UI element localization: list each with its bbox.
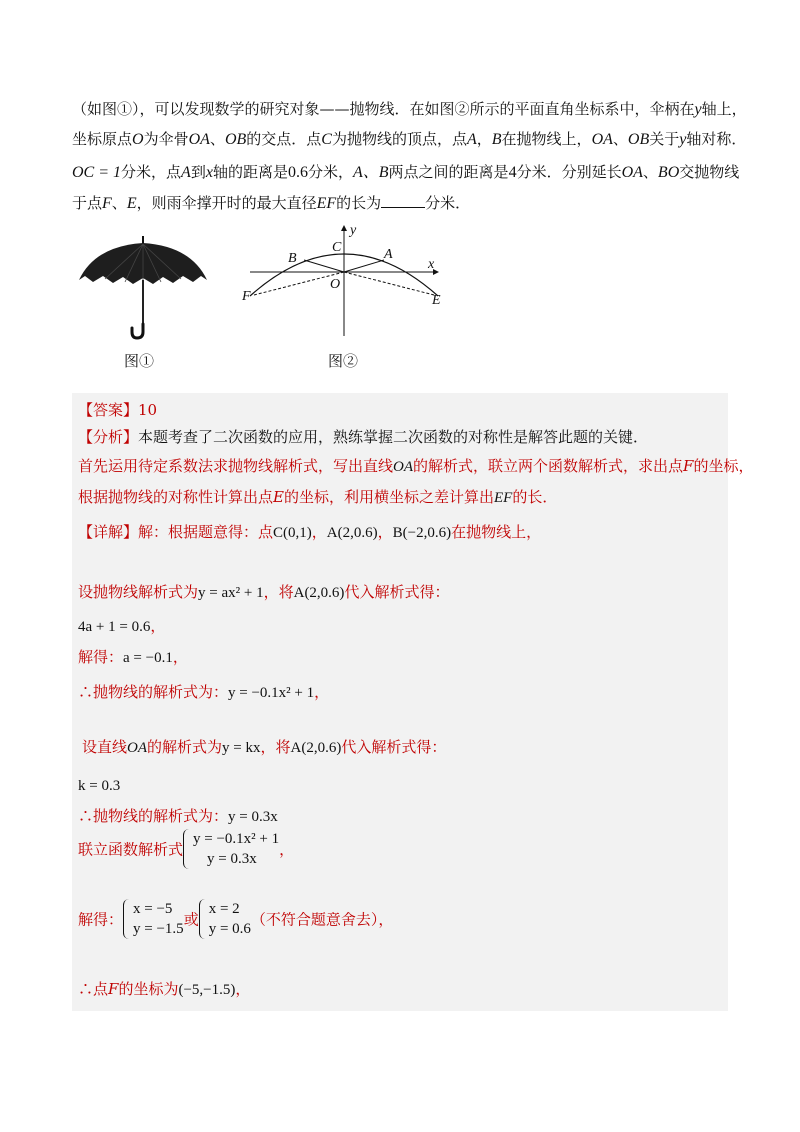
text: 解得： <box>78 910 124 929</box>
label-x: x <box>428 257 435 272</box>
detail-line <box>78 521 541 542</box>
text: ∴点 <box>78 980 109 998</box>
text: ，将 <box>263 583 294 601</box>
analysis-line-1 <box>78 426 648 447</box>
text: 分米，点 <box>121 163 182 181</box>
text: 根据抛物线的对称性计算出点 <box>78 488 274 506</box>
final-line <box>78 978 250 999</box>
text: 在抛物线上， <box>451 523 542 541</box>
segment-OB <box>304 260 344 272</box>
system-row: y = 0.3x <box>207 851 257 867</box>
text: 在抛物线上， <box>501 130 592 148</box>
math: a = −0.1 <box>123 650 173 666</box>
k-value-line <box>78 776 120 795</box>
var: OA <box>393 459 414 475</box>
text: 的坐标，利用横坐标之差计算出 <box>283 488 494 506</box>
text: 为伞骨 <box>143 130 189 148</box>
text: 首先运用待定系数法求抛物线解析式，写出直线 <box>78 457 394 475</box>
brace <box>123 899 132 939</box>
text: 轴对称． <box>686 130 747 148</box>
text: ， <box>377 523 393 541</box>
text: 到 <box>190 163 206 181</box>
text: 、 <box>209 130 225 148</box>
text: 于点 <box>72 194 103 212</box>
detail-tag: 【详解】 <box>78 523 139 541</box>
text: ∴抛物线的解析式为： <box>78 683 229 701</box>
var: OA <box>127 740 148 756</box>
question-line-4 <box>72 192 470 213</box>
answer-blank <box>381 195 425 208</box>
text: 解得： <box>78 648 124 666</box>
system-row: y = −0.1x² + 1 <box>193 831 280 847</box>
label-B: B <box>288 251 297 266</box>
var: y <box>679 131 687 148</box>
figure-2-caption: 图② <box>328 352 359 370</box>
solution-pair-1 <box>123 899 184 939</box>
var: OB <box>627 131 650 148</box>
text: 轴上， <box>701 100 747 118</box>
label-C: C <box>332 240 342 255</box>
var: F <box>108 980 119 998</box>
figure-1-caption: 图① <box>124 352 155 370</box>
text: 交抛物线 <box>679 163 740 181</box>
text: 坐标原点 <box>72 130 133 148</box>
label-A: A <box>384 247 393 262</box>
therefore-parabola-line <box>78 681 329 702</box>
text: 分米． <box>425 194 471 212</box>
text: ， <box>150 617 166 635</box>
math: A(2,0.6) <box>293 585 345 601</box>
parabola-figure <box>238 222 448 342</box>
text: 、 <box>642 163 658 181</box>
text: ， <box>172 648 188 666</box>
dashed-OE <box>344 272 434 295</box>
math: y = 0.3x <box>228 809 278 825</box>
var: BO <box>657 164 680 181</box>
text: 的解析式，联立两个函数解析式，求出点 <box>413 457 684 475</box>
system-row: y = 0.6 <box>208 921 251 937</box>
analysis-line-3 <box>78 486 557 507</box>
text: ， <box>314 683 330 701</box>
math: A(2,0.6) <box>326 525 378 541</box>
text: 、 <box>111 194 127 212</box>
text: 设直线 <box>82 738 128 756</box>
brace <box>183 829 192 869</box>
question-line-2 <box>72 128 746 149</box>
text: 的交点．点 <box>246 130 322 148</box>
solution-pair-2 <box>199 899 251 939</box>
text: ， <box>476 130 492 148</box>
text: 本题考查了二次函数的应用，熟练掌握二次函数的对称性是解答此题的关键． <box>138 428 649 446</box>
var: EF <box>316 195 337 212</box>
math: B(−2,0.6) <box>392 525 452 541</box>
var: A、B <box>352 164 389 181</box>
math: C(0,1) <box>273 525 312 541</box>
var: E <box>273 488 284 506</box>
var: EF <box>493 490 513 506</box>
solve-a-line <box>78 646 188 667</box>
system-line <box>78 829 294 869</box>
var: F <box>683 457 694 475</box>
var: OA <box>591 131 613 148</box>
text: 的坐标， <box>693 457 754 475</box>
text: ， <box>279 840 295 859</box>
text: 或 <box>183 910 199 929</box>
label-y: y <box>350 223 357 238</box>
label-F: F <box>242 289 251 304</box>
text: 设抛物线解析式为 <box>78 583 199 601</box>
math: y = kx <box>222 740 261 756</box>
system-row: y = −1.5 <box>133 921 184 937</box>
equation-1-line <box>78 615 165 636</box>
text: 为抛物线的顶点，点 <box>331 130 467 148</box>
answer-tag: 【答案】 <box>78 401 139 419</box>
text: 轴的距离是 <box>212 163 288 181</box>
umbrella-handle <box>132 324 143 338</box>
text: ，将 <box>260 738 291 756</box>
var: O <box>132 131 144 148</box>
analysis-line-2 <box>78 455 753 476</box>
set-line-OA <box>82 736 446 757</box>
text: 联立函数解析式 <box>78 840 184 859</box>
var: y <box>694 101 702 118</box>
math: A(2,0.6) <box>290 740 342 756</box>
solution-pairs-line <box>78 899 393 939</box>
var: C <box>321 131 332 148</box>
text: 代入解析式得： <box>344 583 450 601</box>
question-line-3 <box>72 159 739 182</box>
text: ， <box>235 980 251 998</box>
text: 解：根据题意得：点 <box>138 523 274 541</box>
text: 的解析式为 <box>147 738 223 756</box>
answer-line <box>78 399 157 420</box>
text: 两点之间的距离是 <box>388 163 509 181</box>
var: F <box>102 195 112 212</box>
var: A <box>181 164 191 181</box>
analysis-tag: 【分析】 <box>78 428 139 446</box>
text: 的长为 <box>336 194 382 212</box>
question-line-1 <box>72 98 747 119</box>
math: y = −0.1x² + 1 <box>228 685 315 701</box>
brace <box>199 899 208 939</box>
var: OB <box>224 131 247 148</box>
text: ，则雨伞撑开时的最大直径 <box>136 194 317 212</box>
text: ∴抛物线的解析式为： <box>78 807 229 825</box>
var: 0.6 <box>287 164 308 181</box>
var: E <box>126 195 137 212</box>
label-O: O <box>330 277 341 292</box>
var: A <box>466 131 477 148</box>
text: 分米， <box>307 163 353 181</box>
var: x <box>205 164 213 181</box>
therefore-line-OA <box>78 805 278 826</box>
set-parabola-line <box>78 581 449 602</box>
var: B <box>491 131 502 148</box>
math: k = 0.3 <box>78 778 121 794</box>
text: ， <box>311 523 327 541</box>
math: y = ax² + 1 <box>198 585 264 601</box>
text: （不符合题意舍去）， <box>250 910 394 929</box>
equation-system <box>183 829 279 869</box>
var: OC = 1 <box>72 164 122 181</box>
text: 、 <box>612 130 628 148</box>
text: 分米．分别延长 <box>516 163 622 181</box>
text: （如图①），可以发现数学的研究对象——抛物线．在如图②所示的平面直角坐标系中，伞柄在 <box>72 100 695 118</box>
math: (−5,−1.5) <box>178 982 236 998</box>
text: 的长． <box>512 488 558 506</box>
segment-OA <box>344 260 384 272</box>
system-row: x = −5 <box>133 901 173 917</box>
solution-panel <box>72 393 754 1011</box>
var: OA <box>621 164 643 181</box>
text: 代入解析式得： <box>341 738 447 756</box>
system-row: x = 2 <box>208 901 240 917</box>
var: 4 <box>508 164 517 181</box>
label-E: E <box>432 293 441 308</box>
var: OA <box>188 131 210 148</box>
math: 4a + 1 = 0.6 <box>78 619 151 635</box>
umbrella-figure <box>75 232 211 342</box>
text: 的坐标为 <box>118 980 179 998</box>
text: 关于 <box>649 130 680 148</box>
answer-value: 10 <box>138 401 158 419</box>
